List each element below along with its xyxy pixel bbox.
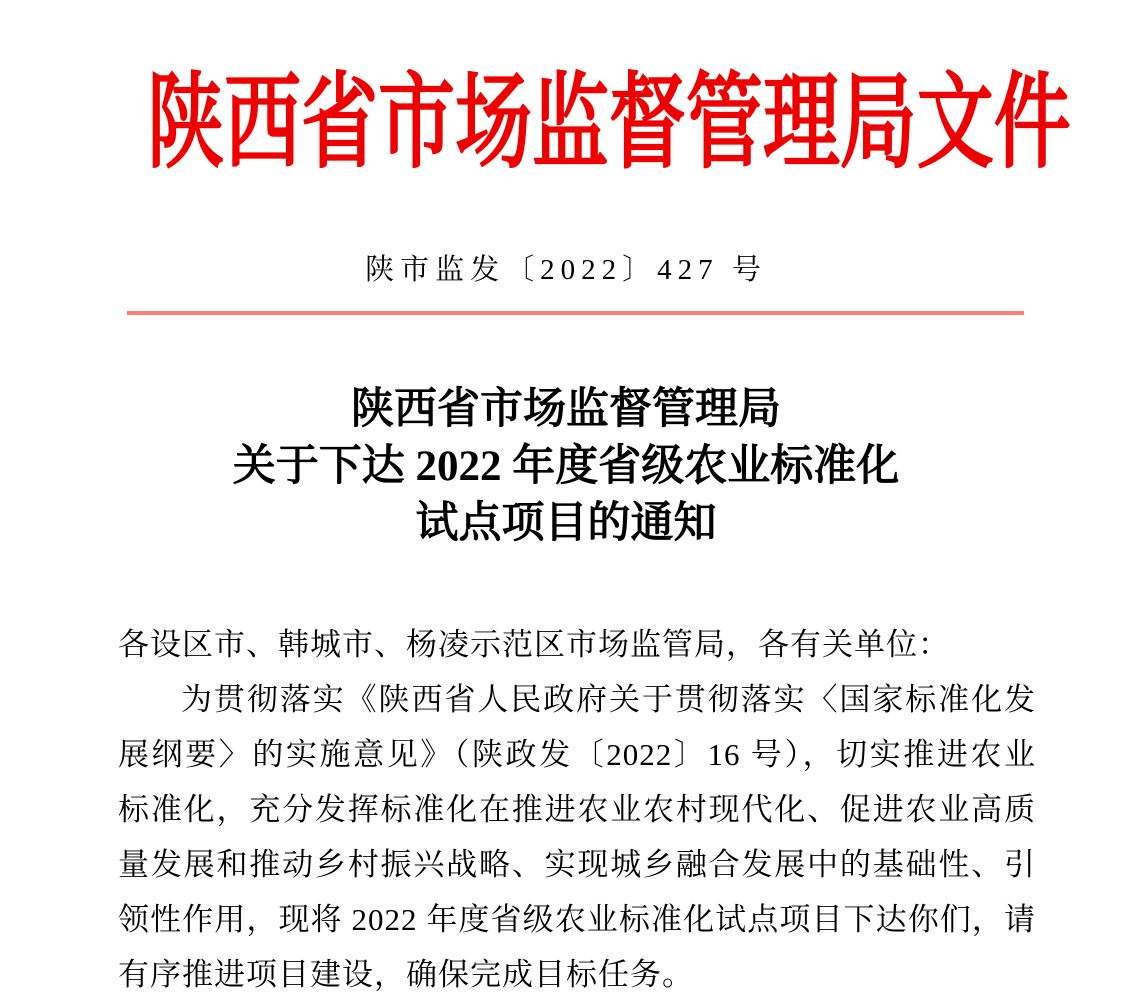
body-paragraph-line: 标准化，充分发挥标准化在推进农业农村现代化、促进农业高质 — [118, 792, 1036, 827]
body-paragraph-line: 为贯彻落实《陕西省人民政府关于贯彻落实〈国家标准化发 — [181, 682, 1036, 717]
document-body — [118, 617, 1036, 1002]
body-paragraph-line: 展纲要〉的实施意见》（陕政发〔2022〕16 号），切实推进农业 — [118, 737, 1036, 772]
body-paragraph-line: 有序推进项目建设，确保完成目标任务。 — [118, 957, 694, 992]
document-reference-number: 陕市监发〔2022〕427 号 — [365, 254, 767, 286]
salutation-line: 各设区市、韩城市、杨凌示范区市场监管局，各有关单位： — [118, 627, 950, 662]
body-paragraph-line: 量发展和推动乡村振兴战略、实现城乡融合发展中的基础性、引 — [118, 847, 1036, 882]
body-paragraph-line: 领性作用，现将 2022 年度省级农业标准化试点项目下达你们，请 — [118, 902, 1036, 937]
document-title-line-2: 关于下达 2022 年度省级农业标准化 — [232, 443, 900, 490]
document-title-line-3: 试点项目的通知 — [415, 500, 717, 547]
document-title-line-1: 陕西省市场监督管理局 — [351, 386, 781, 433]
letterhead-title: 陕西省市场监督管理局文件 — [147, 66, 1071, 181]
document-title — [0, 381, 1132, 552]
red-divider-line — [127, 311, 1024, 315]
